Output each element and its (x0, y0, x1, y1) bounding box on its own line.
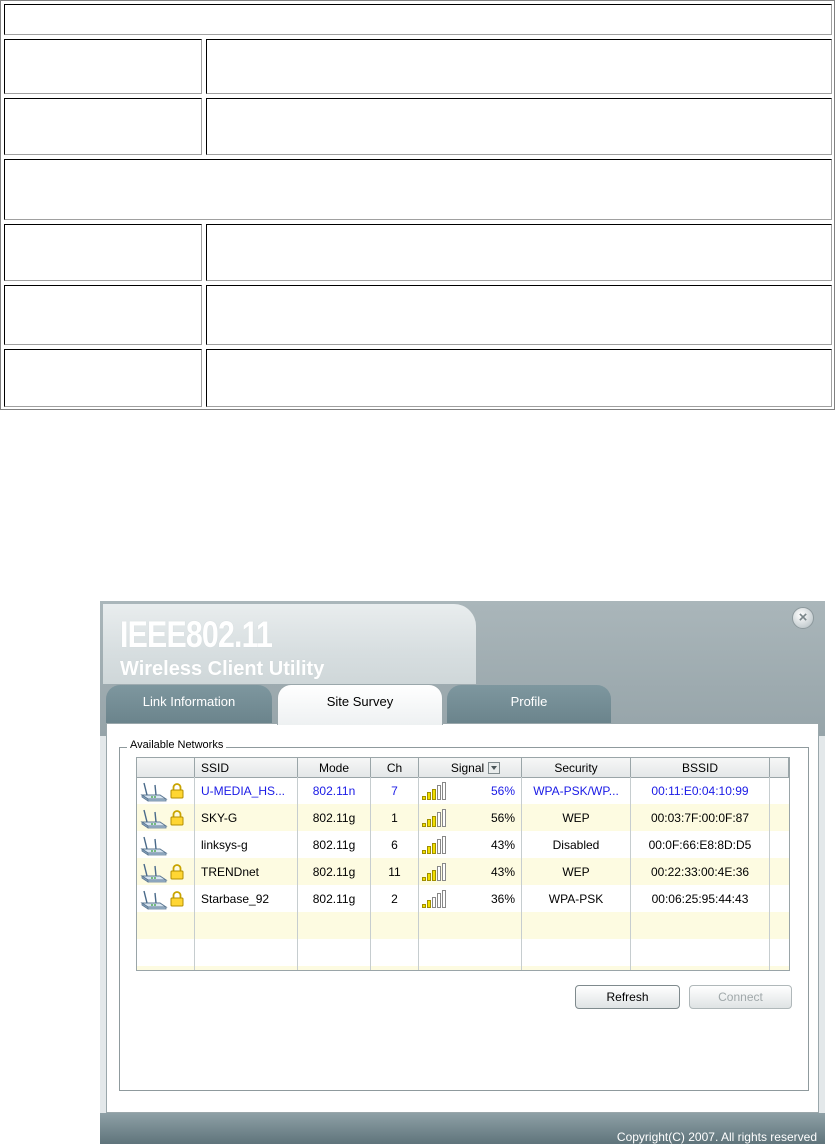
signal-bar (442, 782, 446, 800)
empty-cell (419, 939, 522, 966)
network-signal-value: 43% (490, 837, 515, 852)
empty-row (137, 939, 789, 966)
empty-row (137, 912, 789, 939)
access-point-icon (139, 834, 169, 856)
column-header-security[interactable]: Security (522, 758, 631, 777)
network-extra (770, 804, 789, 831)
close-icon[interactable]: × (792, 607, 814, 629)
network-bssid: 00:11:E0:04:10:99 (631, 777, 770, 804)
network-list[interactable] (136, 757, 790, 971)
empty-cell (770, 939, 789, 966)
empty-cell (371, 939, 419, 966)
network-bssid: 00:0F:66:E8:8D:D5 (631, 831, 770, 858)
column-header-extra (770, 758, 789, 777)
signal-bar (432, 816, 436, 827)
network-signal-value: 43% (490, 864, 515, 879)
table-value-cell-2 (206, 98, 832, 155)
network-extra (770, 885, 789, 912)
empty-cell (195, 912, 298, 939)
network-channel: 6 (371, 831, 419, 858)
network-bssid: 00:22:33:00:4E:36 (631, 858, 770, 885)
network-icon-cell (137, 804, 195, 831)
table-label-cell-1 (4, 39, 202, 94)
network-signal (419, 831, 522, 858)
signal-bar (427, 900, 431, 908)
column-header-signal-label: Signal (450, 760, 485, 775)
signal-bar (427, 792, 431, 800)
signal-bar (432, 843, 436, 854)
network-security: Disabled (522, 831, 631, 858)
table-label-cell-2 (4, 98, 202, 155)
site-survey-panel (106, 723, 819, 1113)
signal-bar (437, 839, 441, 854)
lock-icon (170, 809, 184, 826)
empty-cell (770, 912, 789, 939)
network-mode: 802.11g (298, 804, 371, 831)
wireless-utility-window (100, 601, 825, 1144)
network-ssid: SKY-G (195, 804, 298, 831)
table-value-cell-5 (206, 349, 832, 407)
network-list-header (137, 758, 789, 778)
signal-bar (422, 877, 426, 881)
network-signal-value: 36% (490, 891, 515, 906)
signal-bar (432, 789, 436, 800)
network-signal-value: 56% (490, 810, 515, 825)
available-networks-label: Available Networks (127, 739, 226, 751)
empty-cell (371, 912, 419, 939)
empty-cell (631, 939, 770, 966)
network-row[interactable] (137, 885, 789, 912)
access-point-icon (139, 807, 169, 829)
network-ssid: Starbase_92 (195, 885, 298, 912)
network-channel: 2 (371, 885, 419, 912)
empty-cell (298, 966, 371, 971)
column-header-icon[interactable] (137, 758, 195, 777)
network-icon-cell (137, 777, 195, 804)
network-signal (419, 777, 522, 804)
lock-icon (170, 782, 184, 799)
network-channel: 7 (371, 777, 419, 804)
empty-cell (631, 966, 770, 971)
empty-cell (195, 939, 298, 966)
network-signal (419, 858, 522, 885)
network-channel: 1 (371, 804, 419, 831)
empty-cell (137, 912, 195, 939)
network-security: WEP (522, 804, 631, 831)
lock-icon (170, 863, 184, 880)
signal-strength-icon (422, 809, 447, 827)
network-signal (419, 885, 522, 912)
empty-cell (419, 912, 522, 939)
network-row[interactable] (137, 777, 789, 804)
column-header-bssid[interactable]: BSSID (631, 758, 770, 777)
tab-profile[interactable]: Profile (447, 685, 611, 723)
signal-bar (422, 904, 426, 908)
empty-cell (631, 912, 770, 939)
sort-descending-icon[interactable] (488, 762, 500, 774)
signal-bar (437, 893, 441, 908)
signal-bar (432, 897, 436, 908)
signal-bar (427, 846, 431, 854)
table-value-cell-3 (206, 224, 832, 281)
empty-cell (298, 939, 371, 966)
network-ssid: TRENDnet (195, 858, 298, 885)
column-header-ssid[interactable]: SSID (195, 758, 298, 777)
access-point-icon (139, 888, 169, 910)
signal-bar (422, 823, 426, 827)
empty-row (137, 966, 789, 971)
signal-bar (422, 796, 426, 800)
network-security: WPA-PSK (522, 885, 631, 912)
network-icon-cell (137, 831, 195, 858)
network-bssid: 00:03:7F:00:0F:87 (631, 804, 770, 831)
network-extra (770, 777, 789, 804)
signal-bar (427, 819, 431, 827)
signal-strength-icon (422, 890, 447, 908)
logo-subtitle: Wireless Client Utility (120, 658, 325, 680)
empty-cell (770, 966, 789, 971)
table-label-cell-3 (4, 224, 202, 281)
column-header-ch[interactable]: Ch (371, 758, 419, 777)
network-signal-value: 56% (490, 783, 515, 798)
network-extra (770, 831, 789, 858)
network-ssid: U-MEDIA_HS... (195, 777, 298, 804)
network-signal (419, 804, 522, 831)
connect-button[interactable]: Connect (689, 985, 792, 1009)
document-table (0, 0, 835, 410)
empty-cell (522, 939, 631, 966)
table-value-cell-1 (206, 39, 832, 94)
empty-cell (298, 912, 371, 939)
column-header-signal[interactable] (419, 758, 522, 777)
table-label-cell-4 (4, 285, 202, 345)
lock-icon (170, 890, 184, 907)
copyright-text: Copyright(C) 2007. All rights reserved (616, 1130, 817, 1144)
signal-bar (437, 812, 441, 827)
table-label-cell-5 (4, 349, 202, 407)
signal-bar (437, 866, 441, 881)
signal-bar (442, 809, 446, 827)
signal-bar (442, 836, 446, 854)
table-title-cell (4, 4, 832, 35)
access-point-icon (139, 861, 169, 883)
signal-strength-icon (422, 836, 447, 854)
access-point-icon (139, 780, 169, 802)
signal-bar (432, 870, 436, 881)
window-footer (100, 1113, 825, 1144)
empty-cell (522, 966, 631, 971)
signal-strength-icon (422, 863, 447, 881)
empty-cell (371, 966, 419, 971)
refresh-button[interactable]: Refresh (575, 985, 680, 1009)
empty-cell (137, 966, 195, 971)
tab-site-survey[interactable]: Site Survey (277, 684, 443, 725)
table-section-cell (4, 159, 832, 220)
network-mode: 802.11g (298, 831, 371, 858)
network-mode: 802.11g (298, 885, 371, 912)
network-mode: 802.11g (298, 858, 371, 885)
network-channel: 11 (371, 858, 419, 885)
signal-bar (442, 863, 446, 881)
empty-cell (195, 966, 298, 971)
column-header-mode[interactable]: Mode (298, 758, 371, 777)
empty-cell (137, 939, 195, 966)
network-mode: 802.11n (298, 777, 371, 804)
network-icon-cell (137, 885, 195, 912)
signal-bar (437, 785, 441, 800)
network-security: WEP (522, 858, 631, 885)
signal-bar (422, 850, 426, 854)
empty-cell (522, 912, 631, 939)
logo-title: IEEE802.11 (120, 614, 273, 655)
network-ssid: linksys-g (195, 831, 298, 858)
tab-link-information[interactable]: Link Information (106, 685, 272, 723)
network-bssid: 00:06:25:95:44:43 (631, 885, 770, 912)
network-row[interactable] (137, 858, 789, 885)
table-value-cell-4 (206, 285, 832, 345)
network-security: WPA-PSK/WP... (522, 777, 631, 804)
network-icon-cell (137, 858, 195, 885)
logo-panel (103, 604, 476, 684)
network-row[interactable] (137, 831, 789, 858)
signal-bar (442, 890, 446, 908)
network-row[interactable] (137, 804, 789, 831)
signal-strength-icon (422, 782, 447, 800)
network-extra (770, 858, 789, 885)
signal-bar (427, 873, 431, 881)
empty-cell (419, 966, 522, 971)
